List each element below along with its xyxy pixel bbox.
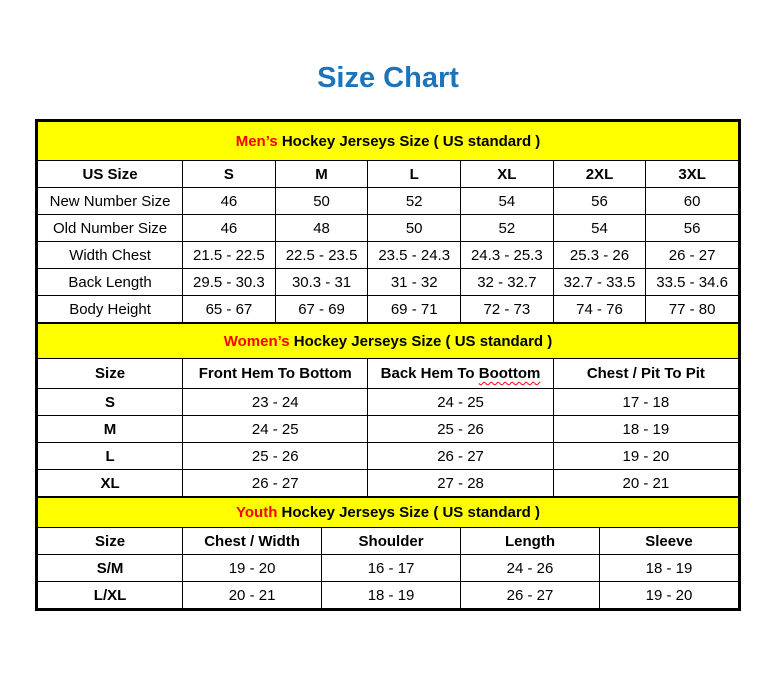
size-value-cell: 72 - 73 — [461, 296, 554, 323]
row-label-cell: L — [38, 443, 183, 470]
table-row — [38, 443, 739, 470]
size-value-cell: 67 - 69 — [275, 296, 368, 323]
size-value-cell: 52 — [461, 215, 554, 242]
size-value-cell: 29.5 - 30.3 — [183, 269, 276, 296]
size-value-cell: 77 - 80 — [646, 296, 739, 323]
row-label-cell: S/M — [38, 555, 183, 582]
table-row — [38, 188, 739, 215]
table-row — [38, 242, 739, 269]
size-value-cell: 19 - 20 — [553, 443, 738, 470]
table-row — [38, 555, 739, 582]
size-value-cell: 60 — [646, 188, 739, 215]
size-value-cell: 54 — [553, 215, 646, 242]
mens-size-table — [37, 121, 739, 323]
row-label-cell: New Number Size — [38, 188, 183, 215]
size-chart-tables — [35, 119, 741, 611]
size-value-cell: 21.5 - 22.5 — [183, 242, 276, 269]
size-value-cell: 69 - 71 — [368, 296, 461, 323]
womens-banner-row — [38, 324, 739, 359]
row-label-cell: XL — [38, 470, 183, 497]
column-header: XL — [461, 161, 554, 188]
size-value-cell: 46 — [183, 188, 276, 215]
column-header: Size — [38, 528, 183, 555]
row-label-cell: S — [38, 389, 183, 416]
mens-banner-row — [38, 122, 739, 161]
column-header: L — [368, 161, 461, 188]
table-row — [38, 296, 739, 323]
row-label-cell: L/XL — [38, 582, 183, 609]
size-value-cell: 52 — [368, 188, 461, 215]
size-value-cell: 46 — [183, 215, 276, 242]
womens-section-banner — [38, 324, 739, 359]
column-header: Back Hem To Boottom — [368, 359, 553, 389]
size-value-cell: 33.5 - 34.6 — [646, 269, 739, 296]
size-value-cell: 25 - 26 — [368, 416, 553, 443]
column-header: US Size — [38, 161, 183, 188]
womens-size-table — [37, 323, 739, 497]
size-value-cell: 26 - 27 — [461, 582, 600, 609]
size-value-cell: 24 - 25 — [368, 389, 553, 416]
size-value-cell: 54 — [461, 188, 554, 215]
size-value-cell: 20 - 21 — [183, 582, 322, 609]
youth-section-banner — [38, 498, 739, 528]
size-value-cell: 18 - 19 — [600, 555, 739, 582]
row-label-cell: M — [38, 416, 183, 443]
banner-highlight-text: Youth — [236, 504, 278, 521]
column-header: S — [183, 161, 276, 188]
banner-highlight-text: Men’s — [235, 132, 278, 150]
youth-table-body — [38, 555, 739, 609]
column-header: M — [275, 161, 368, 188]
table-row — [38, 215, 739, 242]
size-value-cell: 24.3 - 25.3 — [461, 242, 554, 269]
size-value-cell: 74 - 76 — [553, 296, 646, 323]
mens-column-header-row — [38, 161, 739, 188]
size-value-cell: 48 — [275, 215, 368, 242]
misspelled-word: Boottom — [478, 365, 541, 382]
mens-section-banner — [38, 122, 739, 161]
size-value-cell: 27 - 28 — [368, 470, 553, 497]
table-row — [38, 416, 739, 443]
size-value-cell: 20 - 21 — [553, 470, 738, 497]
banner-main-text: Hockey Jerseys Size ( US standard ) — [277, 132, 541, 150]
size-value-cell: 65 - 67 — [183, 296, 276, 323]
column-header: Shoulder — [322, 528, 461, 555]
size-value-cell: 56 — [646, 215, 739, 242]
youth-size-table — [37, 497, 739, 609]
size-value-cell: 18 - 19 — [322, 582, 461, 609]
size-value-cell: 26 - 27 — [368, 443, 553, 470]
size-value-cell: 25 - 26 — [183, 443, 368, 470]
row-label-cell: Old Number Size — [38, 215, 183, 242]
youth-banner-row — [38, 498, 739, 528]
table-row — [38, 582, 739, 609]
column-header: Chest / Width — [183, 528, 322, 555]
banner-main-text: Hockey Jerseys Size ( US standard ) — [277, 504, 540, 521]
size-value-cell: 26 - 27 — [646, 242, 739, 269]
column-header: Length — [461, 528, 600, 555]
womens-column-header-row — [38, 359, 739, 389]
column-header: Front Hem To Bottom — [183, 359, 368, 389]
size-value-cell: 17 - 18 — [553, 389, 738, 416]
size-value-cell: 32.7 - 33.5 — [553, 269, 646, 296]
banner-main-text: Hockey Jerseys Size ( US standard ) — [289, 332, 553, 350]
size-value-cell: 24 - 26 — [461, 555, 600, 582]
size-value-cell: 24 - 25 — [183, 416, 368, 443]
size-value-cell: 19 - 20 — [600, 582, 739, 609]
row-label-cell: Back Length — [38, 269, 183, 296]
size-value-cell: 26 - 27 — [183, 470, 368, 497]
row-label-cell: Body Height — [38, 296, 183, 323]
size-value-cell: 56 — [553, 188, 646, 215]
column-header: Chest / Pit To Pit — [553, 359, 738, 389]
womens-table-body — [38, 389, 739, 497]
size-value-cell: 30.3 - 31 — [275, 269, 368, 296]
column-header: Sleeve — [600, 528, 739, 555]
table-row — [38, 269, 739, 296]
mens-table-body — [38, 188, 739, 323]
table-row — [38, 389, 739, 416]
row-label-cell: Width Chest — [38, 242, 183, 269]
column-header: Size — [38, 359, 183, 389]
size-value-cell: 32 - 32.7 — [461, 269, 554, 296]
size-value-cell: 23.5 - 24.3 — [368, 242, 461, 269]
column-header: 2XL — [553, 161, 646, 188]
size-value-cell: 16 - 17 — [322, 555, 461, 582]
size-value-cell: 18 - 19 — [553, 416, 738, 443]
size-value-cell: 23 - 24 — [183, 389, 368, 416]
column-header: 3XL — [646, 161, 739, 188]
youth-column-header-row — [38, 528, 739, 555]
banner-highlight-text: Women’s — [223, 332, 290, 350]
size-value-cell: 22.5 - 23.5 — [275, 242, 368, 269]
size-value-cell: 31 - 32 — [368, 269, 461, 296]
size-value-cell: 50 — [275, 188, 368, 215]
size-value-cell: 25.3 - 26 — [553, 242, 646, 269]
page-title: Size Chart — [317, 62, 459, 94]
table-row — [38, 470, 739, 497]
size-value-cell: 50 — [368, 215, 461, 242]
size-value-cell: 19 - 20 — [183, 555, 322, 582]
